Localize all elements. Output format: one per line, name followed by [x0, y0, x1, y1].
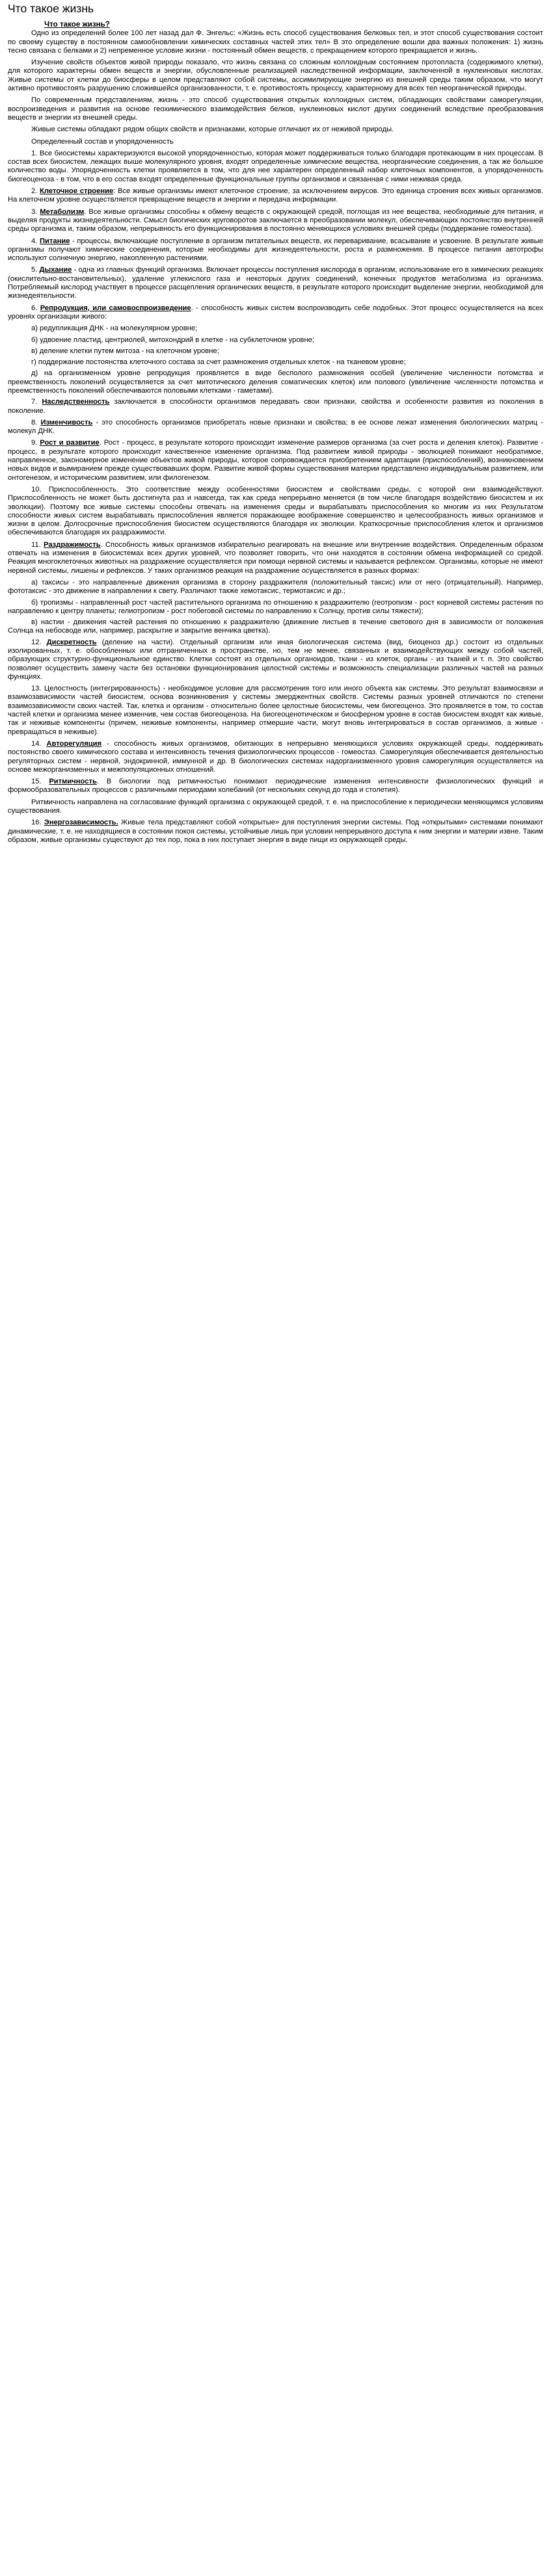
property-15: [8, 778, 543, 795]
irritability-form-b: б) тропизмы - направленный рост частей растительного организма по отношению к раздражителю (геотропизм - рост корневой системы растения по направлению к центру планеты; гелиотропизм - рост побеговой системы по направлению к Солнцу, против силы тяжести);: [8, 598, 543, 615]
property-number: 12.: [31, 638, 42, 646]
property-term: Авторегуляция: [46, 739, 102, 748]
repro-level-c: в) деление клетки путем митоза - на клеточном уровне;: [31, 347, 219, 355]
property-term: Изменчивость: [40, 418, 93, 427]
subheading-composition: Определенный состав и упорядоченность: [31, 137, 174, 146]
section-title: Что такое жизнь?: [44, 20, 110, 29]
property-text: : Все живые организмы имеют клеточное строение, за исключением вирусов. Это единица строения всех живых организмов. На клеточном уровне осуществляется превращение веществ и энергии и передача информации.: [8, 187, 543, 204]
property-term: Энергозависимость.: [44, 819, 118, 827]
property-14: [8, 740, 543, 774]
property-text: - способность живых организмов, обитающих в непрерывно меняющихся условиях окружающей среды, поддерживать постоянство своего химического состава и интенсивность течения физиологических процессов - гомеостаз. Саморегуляция обеспечивается деятельностью регуляторных систем - нервной, эндокринной, иммунной и др. В биологических системах надорганизменного уровня саморегуляция осуществляется на основе межорганизменных и межпопуляционных отношений.: [8, 739, 544, 774]
property-text: Все биосистемы характеризуются высокой упорядоченностью, которая может поддерживаться только благодаря протекающим в них процессам. В состав всех биосистем, лежащих выше молекулярного уровня, входят определенные химические вещества, неорганические соединения, а так же большое количество воды. Упорядоченность клетки проявляется в том, что для нее характерен определенный набор клеточных компонентов, а упорядоченность биогеоценоза - в том, что в его состав входят определенные функциональные группы организмов и связанная с ними неживая среда.: [8, 149, 543, 183]
property-term: Дискретность: [46, 638, 97, 646]
property-number: 14.: [31, 739, 42, 748]
property-number: 8.: [31, 418, 38, 427]
property-number: 9.: [31, 439, 38, 447]
page-title: Что такое жизнь: [8, 2, 94, 15]
property-text: . Способность живых организмов избирательно реагировать на внешние или внутренние воздействия. Определенным образом отвечать на изменения в биосистемах всех других уровней, что позволяет говорить, что они находятся в состоянии обмена информацией со средой. Реакция многоклеточных животных на раздражение осуществляется при помощи нервной системы и называется рефлексом. Организмы, которые не имеют нервной системы, лишены и рефлексов. У таких организмов реакция на раздражение осуществляется в разных формах:: [8, 540, 544, 575]
property-number: 7.: [31, 398, 38, 406]
property-number: 4.: [31, 237, 38, 245]
repro-level-b: б) удвоение пластид, центриолей, митохондрий в клетке - на субклеточном уровне;: [31, 335, 315, 344]
document: [0, 0, 551, 845]
property-term: Рост и развитие: [40, 439, 100, 447]
property-text: - одна из главных функций организма. Включает процессы поступления кислорода в организм, использование его в химических реакциях (окислительно-востановительных), удаление углекислого газа и некоторых других соединений, конечных продуктов метаболизма из организма. Потребляемый кислород участвует в процессе расщепления органических веществ, в результате которого происходит выделение энергии, необходимой для жизнедеятельности.: [8, 266, 543, 300]
property-term: Дыхание: [39, 266, 72, 274]
property-7: [8, 398, 543, 415]
property-term: Метаболизм: [40, 207, 85, 216]
property-4: [8, 237, 543, 263]
repro-level-a: а) редупликация ДНК - на молекулярном уровне;: [31, 324, 198, 333]
property-number: 11.: [31, 540, 41, 549]
property-term: Раздражимость: [44, 540, 101, 549]
property-term: Репродукция, или самовоспроизведение: [40, 304, 191, 312]
intro-paragraph-2: Изучение свойств объектов живой природы показало, что жизнь связана со сложным коллоидным состоянием протопласта (содержимого клетки), для которого характерны обмен веществ и энергии, обусловленные реализацией наследственной информации, заключенной в нуклеиновых кислотах. Живые системы от клетки до биосферы в целом представляют собой системы, ассимилирующие энергию из внешней среды таким образом, что могут активно противостоять разрушению сложившейся организованности, т. е. противостоять процессу, характерному для всех тел неорганической природы.: [8, 59, 543, 93]
property-11: [8, 541, 543, 575]
property-9: [8, 439, 543, 482]
repro-level-e: д) на организменном уровне репродукция проявляется в виде бесполого размножения особей (увеличение численности потомства и преемственность поколений осуществляется за счет митотического деления соматических клеток) или полового (увеличение численности потомства и преемственность поколений обеспечиваются половыми клетками - гаметами).: [8, 369, 543, 395]
property-text: - процессы, включающие поступление в организм питательных веществ, их переваривание, всасывание и усвоение. В результате живые организмы получают химические соединения, которые необходимы для жизнедеятельности, роста и размножения. В процессе питания автотрофы используют солнечную энергию, накопленную растениями.: [8, 237, 543, 263]
property-text: - это способность организмов приобретать новые признаки и свойства; в ее основе лежат изменения биологических матриц - молекул ДНК.: [8, 418, 543, 436]
irritability-form-c: в) настии - движения частей растения по отношению к раздражителю (движение листьев в течение светового дня в зависимости от положения Солнца на небосводе или, например, раскрытие и закрытие венчика цветка).: [8, 618, 543, 635]
property-text: Живые тела представляют собой «открытые» для поступления энергии системы. Под «открытыми» системами понимают динамические, т. е. не находящиеся в состоянии покоя системы, устойчивые лишь при условии непрерывного доступа к ним энергии и материи извне. Таким образом, живые организмы существуют до тех пор, пока в них поступает энергия в виде пищи из окружающей среды.: [8, 819, 544, 844]
property-10: 10. Приспособленность. Это соответствие между особенностями биосистем и свойствами среды, с которой они взаимодействуют. Приспособленность не может быть достигнута раз и навсегда, так как среда непрерывно меняется (в том числе благодаря воздействию биосистем и их эволюции). Поэтому все живые системы способны отвечать на изменения среды и вырабатывать приспособления ко многим из них Результатом способности живых систем вырабатывать приспособления является поражающее воображение совершенство и целесообразность живых организмов и жизни в целом. Долгосрочные приспособления биосистем осуществляются благодаря их эволюции. Краткосрочные приспособления клеток и организмов обеспечиваются благодаря их раздражимости.: [8, 485, 543, 537]
property-5: [8, 266, 543, 300]
property-number: 6.: [31, 304, 38, 312]
property-8: [8, 419, 543, 436]
property-number: 1.: [31, 149, 38, 157]
property-2: [8, 187, 543, 205]
property-6: [8, 304, 543, 322]
intro-paragraph-1: Одно из определений более 100 лет назад дал Ф. Энгельс: «Жизнь есть способ существования белковых тел, и этот способ существования состоит по своему существу в постоянном самообновлении химических составных частей этих тел» В это определение вошли два важных положения: 1) жизнь тесно связана с белками и 2) непременное условие жизни - постоянный обмен веществ, с прекращением которого прекращается и жизнь.: [8, 29, 543, 55]
property-3: [8, 208, 543, 234]
property-number: 5.: [31, 266, 38, 274]
property-text: . - способность живых систем воспроизводить себе подобных. Этот процесс осуществляется на всех уровнях организации живого:: [8, 304, 543, 321]
property-text: (деление на части). Отдельный организм или иная биологическая система (вид, биоценоз др.) состоит из отдельных изолированных, т. е. обособленных или отграниченных в пространстве, но, тем не менее, связанных и взаимодействующих между собой частей, образующих структурно-функциональное единство. Клетки состоят из отдельных органоидов, ткани - из клеток, органы - из тканей и т. п. Это свойство позволяет осуществить замену части без остановки функционирования целостной системы и возможность специализации различных частей на разных функциях.: [8, 638, 544, 681]
property-12: [8, 638, 543, 681]
property-term: Клеточное строение: [40, 187, 114, 196]
irritability-form-a: а) таксисы - это направленные движения организма в сторону раздражителя (положительный таксис) или от него (отрицательный). Например, фототаксис - это движение в направлении к свету. Различают также хемотаксис, термотаксис и др.;: [8, 578, 543, 596]
repro-level-d: г) поддержание постоянства клеточного состава за счет размножения отдельных клеток - на тканевом уровне;: [31, 358, 406, 367]
property-number: 3.: [31, 207, 38, 216]
property-text: заключается в способности организмов передавать свои признаки, свойства и особенности развития из поколения в поколение.: [8, 398, 544, 415]
property-16: [8, 819, 543, 845]
property-term: Питание: [39, 237, 70, 245]
property-number: 15.: [31, 778, 42, 786]
property-text: . В биологии под ритмичностью понимают периодические изменения интенсивности физиологических функций и формообразовательных процессов с различными периодами колебаний (от нескольких секунд до года и столетия).: [8, 778, 543, 795]
intro-paragraph-3: По современным представлениям, жизнь - это способ существования открытых коллоидных систем, обладающих свойствами саморегуляции, воспроизведения и развития на основе геохимического взаимодействия белков, нуклеиновых кислот других соединений вследствие преобразования веществ и энергии из внешней среды.: [8, 96, 543, 122]
property-15-note: Ритмичность направлена на согласование функций организма с окружающей средой, т. е. на приспособление к периодически меняющимся условиям существования.: [8, 798, 543, 815]
property-term: Ритмичность: [49, 778, 97, 786]
property-13: 13. Целостность (интегрированность) - необходимое условие для рассмотрения того или иного объекта как системы. Это результат взаимосвязи и взаимозависимости частей биосистем, основа возникновения у системы эмерджентных свойств. Системы разных уровней отличаются по степени взаимозависимости своих частей. Так, клетка и организм - относительно более целостные биосистемы, чем биогеоценоз. Это проявляется в том, то состав частей клетки и организма менее изменчив, чем состав биогеоценоза. На биогеоценотическом и биосферном уровне в состав биосистем входят как живые, так и неживые компоненты (причем, неживые компоненты, например отмершие части, могут вновь интегрироваться в состав организмов, а живые - превращаться в неживые).: [8, 685, 543, 736]
property-text: . Все живые организмы способны к обмену веществ с окружающей средой, поглощая из нее вещества, необходимые для питания, и выделяя продукты жизнедеятельности. Смысл биогических круговоротов заключается в преобразовании молекул, обеспечивающих постоянство внутренней среды организма и, таким образом, непрерывность его функционирования в постоянно меняющихся условиях внешней среды (поддержание гомеостаза).: [8, 207, 543, 233]
property-number: 2.: [31, 187, 38, 196]
property-text: . Рост - процесс, в результате которого происходит изменение размеров организма (за счет роста и деления клеток). Развитие - процесс, в результате которого происходит качественное изменение организма. Под развитием живой природы - эволюцией понимают необратимое, направленное, закономерное изменение объектов живой природы, которое сопровождается приобретением адаптации (приспособлений), возникновением новых видов и вымиранием прежде существовавших форм. Развитие живой формы существования материи представлено индивидуальным развитием, или онтогенезом, и историческим развитием, или филогенезом.: [8, 439, 543, 482]
property-number: 16.: [31, 819, 42, 827]
property-1: [8, 150, 543, 184]
intro-paragraph-4: Живые системы обладают рядом общих свойств и признаками, которые отличают их от неживой природы.: [31, 125, 394, 134]
property-term: Наследственность: [42, 398, 110, 406]
